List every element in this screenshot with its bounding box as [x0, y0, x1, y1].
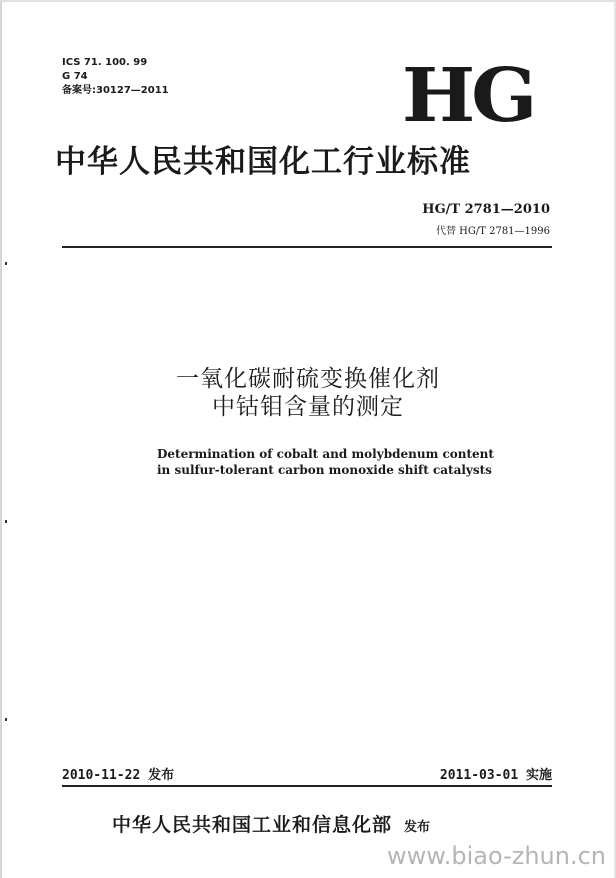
record-number: 备案号:30127—2011 — [62, 85, 169, 96]
title-en-line1: Determination of cobalt and molybdenum content — [157, 447, 494, 461]
publisher-suffix: 发布 — [404, 820, 431, 835]
hg-logo: HG — [401, 53, 534, 139]
publisher — [112, 810, 430, 837]
watermark: www.biao-zhun.cn — [387, 842, 606, 870]
title-en-line2: in sulfur-tolerant carbon monoxide shift catalysts — [157, 463, 492, 477]
standard-code: HG/T 2781—2010 — [422, 202, 550, 217]
ccs-code: G 74 — [62, 71, 88, 82]
scan-mark — [5, 262, 7, 265]
scan-edge-top — [0, 0, 616, 2]
scan-edge-left — [0, 0, 2, 878]
title-cn-line2: 中钴钼含量的测定 — [212, 394, 404, 420]
header-divider — [62, 246, 552, 248]
issue-date: 2010-11-22 发布 — [62, 768, 175, 783]
implement-date: 2011-03-01 实施 — [439, 768, 552, 783]
ics-code: ICS 71. 100. 99 — [62, 57, 148, 68]
footer-divider — [62, 785, 552, 787]
scan-mark — [5, 520, 7, 523]
title-cn-line1: 一氧化碳耐硫变换催化剂 — [176, 366, 440, 392]
scan-mark — [5, 718, 7, 721]
replaces-code: 代替 HG/T 2781—1996 — [435, 226, 550, 237]
standard-name: 中华人民共和国化工行业标准 — [55, 144, 471, 180]
publisher-name: 中华人民共和国工业和信息化部 — [112, 814, 393, 836]
